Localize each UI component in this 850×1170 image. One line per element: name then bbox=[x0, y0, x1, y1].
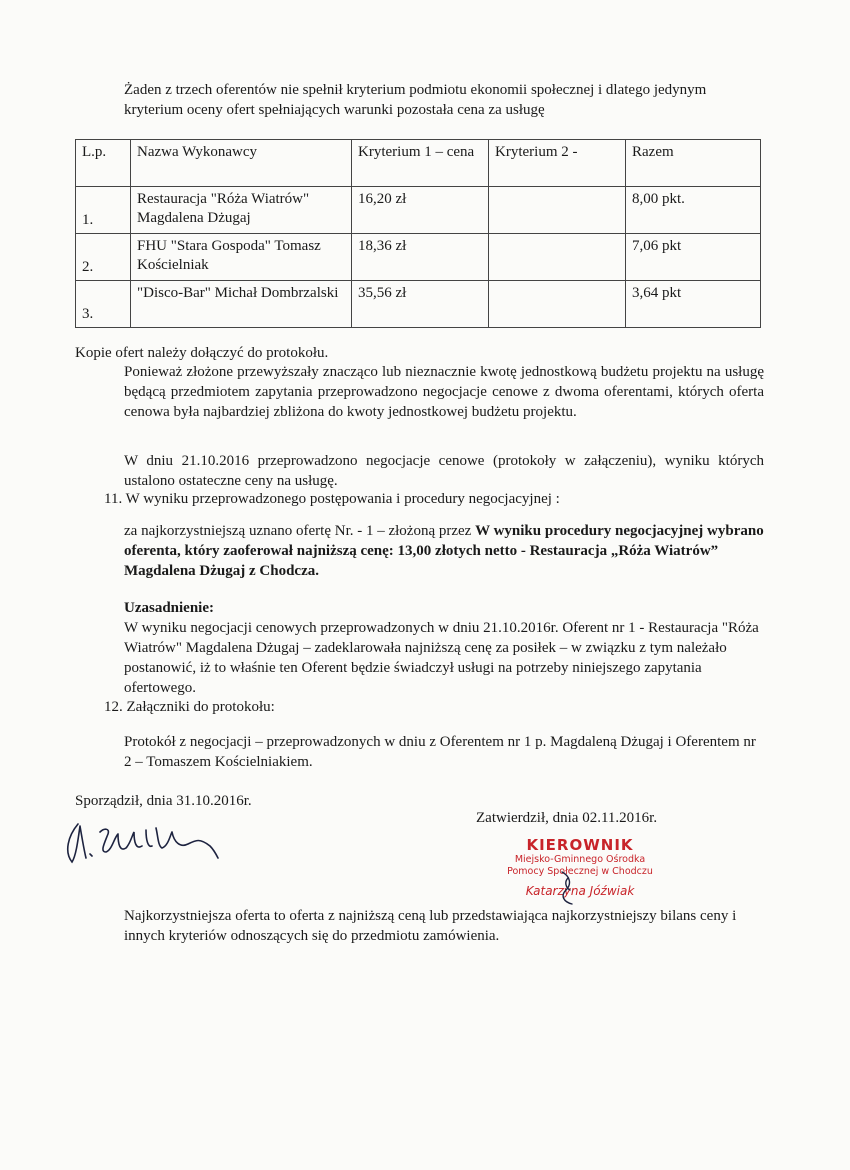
stamp-line-1: Miejsko-Gminnego Ośrodka bbox=[514, 854, 646, 865]
table-row bbox=[76, 187, 761, 234]
negotiation-paragraph: Ponieważ złożone przewyższały znacząco lub nieznacznie kwotę jednostkową budżetu projektu na usługę będącą przedmiotem zapytania przeprowadzono negocjacje cenowe z dwoma oferentami, których oferta cenowa była najbardziej zbliżona do kwoty jednostkowej budżetu projektu. bbox=[124, 364, 764, 420]
handwritten-signature-right bbox=[548, 868, 588, 908]
negotiation-date-paragraph: W dniu 21.10.2016 przeprowadzono negocjacje cenowe (protokoły w załączeniu), wyniku których ustalono ostateczne ceny na usługę. bbox=[124, 453, 764, 489]
stamp-title: KIEROWNIK bbox=[526, 836, 634, 854]
cell-lp: 2. bbox=[76, 234, 131, 281]
cell-criterion-2 bbox=[489, 187, 626, 234]
stamp-line-2: Pomocy Społecznej w Chodczu bbox=[507, 866, 653, 877]
cell-name: "Disco-Bar" Michał Dombrzalski bbox=[131, 281, 352, 328]
header-criterion-1: Kryterium 1 – cena bbox=[352, 140, 489, 187]
justification-text: W wyniku negocjacji cenowych przeprowadzonych w dniu 21.10.2016r. Oferent nr 1 - Restauracja "Róża Wiatrów" Magdalena Dżugaj – zadeklarowała najniższą cenę za posiłek – w związku z tym należało postanowić, iż to właśnie ten Oferent będzie świadczył usługi na potrzeby niniejszego zapytania ofertowego. bbox=[124, 620, 759, 696]
intro-paragraph: Żaden z trzech oferentów nie spełnił kryterium podmiotu ekonomii społecznej i dlatego jedynym kryterium oceny ofert spełniających warunki pozostała cena za usługę bbox=[124, 82, 707, 118]
item-12-heading: 12. Załączniki do protokołu: bbox=[104, 699, 275, 715]
justification-block bbox=[124, 598, 764, 698]
cell-lp: 3. bbox=[76, 281, 131, 328]
stamp-name: Katarzyna Jóźwiak bbox=[525, 884, 635, 898]
cell-total: 7,06 pkt bbox=[626, 234, 761, 281]
cell-name: FHU "Stara Gospoda" Tomasz Kościelniak bbox=[131, 234, 352, 281]
cell-name: Restauracja "Róża Wiatrów" Magdalena Dżugaj bbox=[131, 187, 352, 234]
header-lp: L.p. bbox=[76, 140, 131, 187]
cell-criterion-1: 35,56 zł bbox=[352, 281, 489, 328]
justification-title: Uzasadnienie: bbox=[124, 600, 214, 616]
cell-total: 3,64 pkt bbox=[626, 281, 761, 328]
copies-note: Kopie ofert należy dołączyć do protokołu. bbox=[75, 345, 329, 361]
approved-by: Zatwierdził, dnia 02.11.2016r. bbox=[476, 810, 658, 826]
header-criterion-2: Kryterium 2 - bbox=[489, 140, 626, 187]
cell-criterion-1: 16,20 zł bbox=[352, 187, 489, 234]
table-row bbox=[76, 234, 761, 281]
winner-statement: W wyniku procedury negocjacyjnej wybrano oferenta, który zaoferował najniższą cenę: 13,00 złotych netto - Restauracja „Róża Wiatrów” Magdalena Dżugaj z Chodcza. bbox=[124, 523, 764, 579]
cell-criterion-2 bbox=[489, 234, 626, 281]
prepared-by: Sporządził, dnia 31.10.2016r. bbox=[75, 793, 252, 809]
handwritten-signature-left bbox=[60, 818, 230, 866]
item-11-heading: 11. W wyniku przeprowadzonego postępowania i procedury negocjacyjnej : bbox=[104, 491, 560, 507]
cell-lp: 1. bbox=[76, 187, 131, 234]
table-header-row bbox=[76, 140, 761, 187]
winner-paragraph bbox=[124, 521, 764, 581]
offers-table bbox=[75, 139, 761, 328]
attachments-paragraph: Protokół z negocjacji – przeprowadzonych w dniu z Oferentem nr 1 p. Magdaleną Dżugaj i Oferentem nr 2 – Tomaszem Kościelniakiem. bbox=[124, 734, 756, 770]
cell-total: 8,00 pkt. bbox=[626, 187, 761, 234]
footer-note: Najkorzystniejsza oferta to oferta z najniższą ceną lub przedstawiająca najkorzystniejszy bilans ceny i innych kryteriów odnoszących się do przedmiotu zamówienia. bbox=[124, 908, 737, 944]
cell-criterion-2 bbox=[489, 281, 626, 328]
table-row bbox=[76, 281, 761, 328]
header-total: Razem bbox=[626, 140, 761, 187]
header-name: Nazwa Wykonawcy bbox=[131, 140, 352, 187]
cell-criterion-1: 18,36 zł bbox=[352, 234, 489, 281]
winner-intro: za najkorzystniejszą uznano ofertę Nr. - 1 – złożoną przez bbox=[124, 523, 476, 539]
